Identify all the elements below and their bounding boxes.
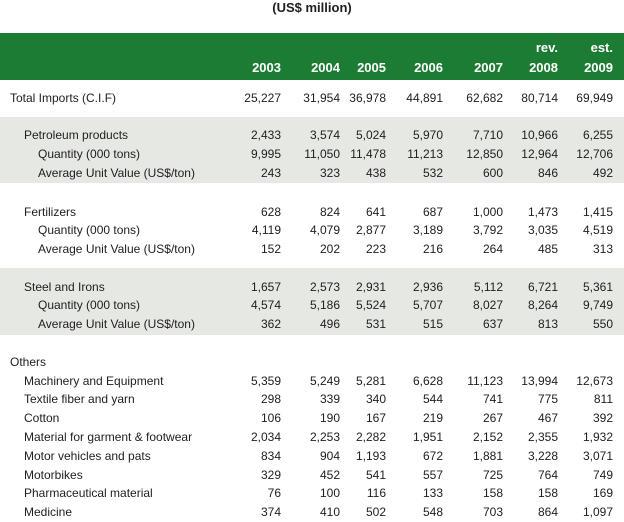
cell-value: 167: [365, 411, 386, 425]
cell-value: 550: [592, 317, 613, 331]
table-row: [0, 372, 624, 390]
cell-value: 492: [592, 166, 613, 180]
table-row: [0, 240, 624, 258]
cell-value: 2,355: [527, 430, 558, 444]
cell-value: 813: [537, 317, 558, 331]
cell-value: 725: [482, 468, 503, 482]
cell-value: 190: [319, 411, 340, 425]
cell-value: 4,119: [251, 223, 281, 237]
cell-value: 541: [365, 468, 386, 482]
cell-value: 5,361: [582, 280, 613, 294]
cell-value: 13,994: [521, 374, 558, 388]
cell-value: 600: [482, 166, 503, 180]
header-year-6: 2009: [584, 60, 613, 75]
cell-value: 133: [422, 486, 443, 500]
cell-value: 267: [482, 411, 503, 425]
cell-value: 11,123: [467, 374, 503, 388]
cell-value: 687: [422, 205, 443, 219]
cell-value: 100: [319, 486, 340, 500]
cell-value: 1,657: [250, 280, 281, 294]
cell-value: 264: [482, 242, 503, 256]
cell-value: 467: [537, 411, 558, 425]
cell-value: 392: [592, 411, 613, 425]
cell-value: 834: [260, 449, 281, 463]
cell-value: 362: [260, 317, 281, 331]
table-row: [0, 164, 624, 182]
cell-value: 1,415: [582, 205, 613, 219]
cell-value: 1,097: [582, 505, 613, 519]
cell-value: 5,524: [355, 298, 386, 312]
cell-value: 158: [482, 486, 503, 500]
cell-value: 323: [319, 166, 340, 180]
table-row: [0, 466, 624, 484]
table-caption: (US$ million): [272, 0, 352, 15]
row-label: Average Unit Value (US$/ton): [38, 242, 195, 256]
cell-value: 5,970: [412, 128, 443, 142]
row-label: Quantity (000 tons): [38, 223, 141, 237]
table-row: [0, 126, 624, 144]
cell-value: 313: [592, 242, 613, 256]
cell-value: 374: [260, 505, 281, 519]
row-label: Cotton: [24, 411, 60, 425]
cell-value: 846: [537, 166, 558, 180]
table-row: [0, 428, 624, 446]
cell-value: 2,152: [472, 430, 503, 444]
header-year-4: 2007: [474, 60, 503, 75]
cell-value: 80,714: [521, 91, 558, 105]
cell-value: 3,035: [527, 223, 558, 237]
cell-value: 1,932: [582, 430, 613, 444]
cell-value: 1,473: [527, 205, 558, 219]
table-row: [0, 353, 624, 371]
header-year-1: 2004: [311, 60, 340, 75]
cell-value: 340: [365, 392, 386, 406]
header-note-6: est.: [590, 40, 613, 55]
table-row: [0, 503, 624, 521]
cell-value: 12,706: [576, 147, 613, 161]
cell-value: 329: [260, 468, 281, 482]
cell-value: 628: [260, 205, 281, 219]
cell-value: 5,281: [355, 374, 386, 388]
cell-value: 1,951: [412, 430, 443, 444]
cell-value: 741: [482, 392, 503, 406]
table-row: [0, 278, 624, 296]
table-row: [0, 203, 624, 221]
cell-value: 641: [365, 205, 386, 219]
row-label: Steel and Irons: [24, 280, 105, 294]
cell-value: 12,850: [466, 147, 503, 161]
cell-value: 2,433: [250, 128, 281, 142]
cell-value: 672: [422, 449, 443, 463]
header-year-3: 2006: [414, 60, 443, 75]
cell-value: 12,964: [521, 147, 558, 161]
cell-value: 3,189: [412, 223, 443, 237]
cell-value: 69,949: [576, 91, 613, 105]
table-row: [0, 390, 624, 408]
cell-value: 775: [537, 392, 558, 406]
cell-value: 31,954: [303, 91, 340, 105]
cell-value: 2,573: [309, 280, 340, 294]
cell-value: 216: [422, 242, 443, 256]
row-label: Quantity (000 tons): [38, 147, 141, 161]
cell-value: 339: [319, 392, 340, 406]
cell-value: 10,966: [521, 128, 558, 142]
row-label: Motor vehicles and pats: [24, 449, 151, 463]
cell-value: 637: [482, 317, 503, 331]
cell-value: 8,027: [472, 298, 503, 312]
cell-value: 219: [422, 411, 443, 425]
cell-value: 12,673: [576, 374, 613, 388]
row-label: Textile fiber and yarn: [24, 392, 135, 406]
cell-value: 544: [422, 392, 443, 406]
cell-value: 44,891: [406, 91, 443, 105]
row-label: Machinery and Equipment: [24, 374, 164, 388]
cell-value: 62,682: [466, 91, 503, 105]
row-label: Average Unit Value (US$/ton): [38, 166, 195, 180]
cell-value: 3,574: [309, 128, 340, 142]
row-label: Total Imports (C.I.F): [10, 91, 117, 105]
cell-value: 904: [319, 449, 340, 463]
cell-value: 2,253: [309, 430, 340, 444]
cell-value: 9,995: [250, 147, 281, 161]
cell-value: 764: [537, 468, 558, 482]
cell-value: 811: [593, 392, 613, 406]
header-year-5: 2008: [529, 60, 558, 75]
cell-value: 3,071: [582, 449, 613, 463]
cell-value: 496: [319, 317, 340, 331]
header-year-0: 2003: [252, 60, 281, 75]
cell-value: 864: [537, 505, 558, 519]
cell-value: 116: [366, 486, 386, 500]
cell-value: 7,710: [472, 128, 503, 142]
cell-value: 36,978: [349, 91, 386, 105]
cell-value: 152: [260, 242, 281, 256]
cell-value: 4,574: [250, 298, 281, 312]
header-note-5: rev.: [535, 40, 558, 55]
row-label: Others: [10, 355, 47, 369]
cell-value: 11,478: [350, 147, 386, 161]
cell-value: 2,877: [355, 223, 386, 237]
cell-value: 5,359: [250, 374, 281, 388]
cell-value: 452: [319, 468, 340, 482]
cell-value: 749: [592, 468, 613, 482]
cell-value: 8,264: [527, 298, 558, 312]
cell-value: 2,034: [250, 430, 281, 444]
cell-value: 548: [422, 505, 443, 519]
cell-value: 5,707: [412, 298, 443, 312]
cell-value: 5,112: [473, 280, 503, 294]
row-label: Material for garment & footwear: [24, 430, 193, 444]
cell-value: 5,249: [309, 374, 340, 388]
cell-value: 11,050: [304, 147, 340, 161]
cell-value: 158: [537, 486, 558, 500]
row-label: Fertilizers: [24, 205, 77, 219]
cell-value: 9,749: [582, 298, 613, 312]
cell-value: 3,228: [527, 449, 558, 463]
cell-value: 557: [422, 468, 443, 482]
cell-value: 485: [537, 242, 558, 256]
cell-value: 410: [319, 505, 340, 519]
cell-value: 5,186: [309, 298, 340, 312]
cell-value: 703: [482, 505, 503, 519]
row-label: Pharmaceutical material: [24, 486, 153, 500]
row-label: Petroleum products: [24, 128, 129, 142]
cell-value: 1,193: [355, 449, 386, 463]
cell-value: 6,255: [582, 128, 613, 142]
cell-value: 6,628: [412, 374, 443, 388]
table-row: [0, 484, 624, 502]
cell-value: 824: [319, 205, 340, 219]
cell-value: 5,024: [355, 128, 386, 142]
cell-value: 531: [365, 317, 386, 331]
cell-value: 502: [365, 505, 386, 519]
table-row: [0, 145, 624, 163]
cell-value: 169: [592, 486, 613, 500]
row-label: Quantity (000 tons): [38, 298, 141, 312]
cell-value: 2,931: [355, 280, 386, 294]
cell-value: 532: [422, 166, 443, 180]
header-year-2: 2005: [357, 60, 386, 75]
table-header: [0, 33, 624, 80]
cell-value: 25,227: [244, 91, 281, 105]
cell-value: 3,792: [472, 223, 503, 237]
row-label: Motorbikes: [24, 468, 83, 482]
cell-value: 6,721: [527, 280, 558, 294]
table-row: [0, 221, 624, 239]
cell-value: 2,282: [355, 430, 386, 444]
cell-value: 298: [260, 392, 281, 406]
table-row: [0, 296, 624, 314]
cell-value: 4,079: [309, 223, 340, 237]
cell-value: 223: [365, 242, 386, 256]
cell-value: 4,519: [582, 223, 613, 237]
cell-value: 202: [319, 242, 340, 256]
table-row: [0, 89, 624, 107]
table-row: [0, 315, 624, 333]
cell-value: 2,936: [412, 280, 443, 294]
cell-value: 438: [365, 166, 386, 180]
cell-value: 1,881: [472, 449, 503, 463]
cell-value: 106: [260, 411, 281, 425]
table-row: [0, 447, 624, 465]
row-label: Average Unit Value (US$/ton): [38, 317, 195, 331]
cell-value: 11,213: [407, 147, 443, 161]
table-row: [0, 409, 624, 427]
cell-value: 243: [260, 166, 281, 180]
cell-value: 76: [267, 486, 281, 500]
cell-value: 515: [422, 317, 443, 331]
row-label: Medicine: [24, 505, 73, 519]
cell-value: 1,000: [472, 205, 503, 219]
